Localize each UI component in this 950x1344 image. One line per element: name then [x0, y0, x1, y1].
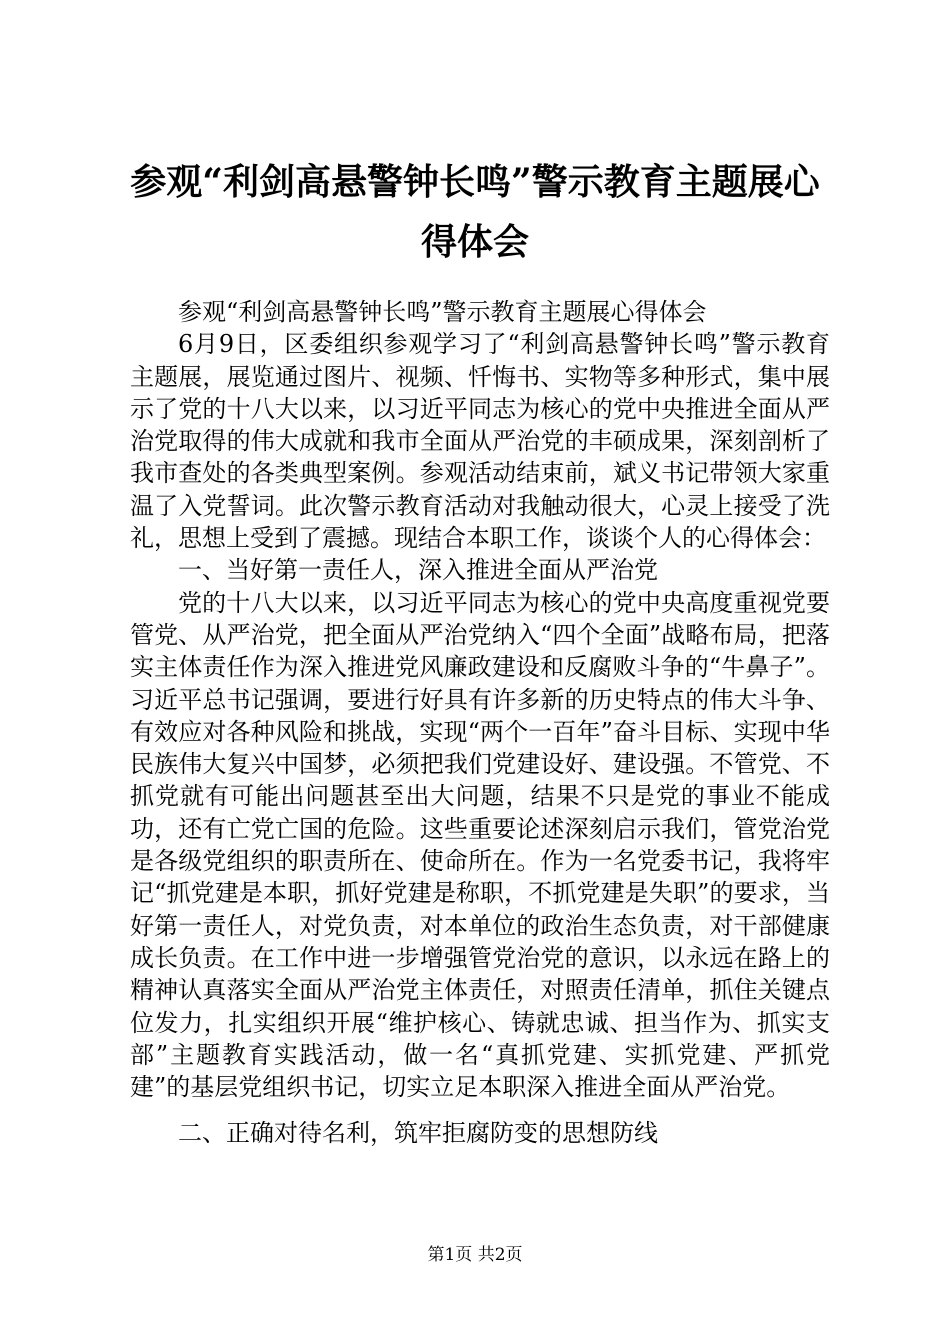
paragraph-heading: 参观“利剑高悬警钟长鸣”警示教育主题展心得体会 — [178, 298, 707, 326]
document-title-line-1: 参观“利剑高悬警钟长鸣”警示教育主题展心 — [130, 161, 820, 203]
document-body — [130, 296, 830, 1150]
paragraph-section-1: 党的十八大以来，以习近平同志为核心的党中央高度重视党要管党、从严治党，把全面从严治党纳入“四个全面”战略布局，把落实主体责任作为深入推进党风廉政建设和反腐败斗争的“牛鼻子”。习近平总书记强调，要进行好具有许多新的历史特点的伟大斗争、有效应对各种风险和挑战，实现“两个一百年”奋斗目标、实现中华民族伟大复兴中国梦，必须把我们党建设好、建设强。不管党、不抓党就有可能出问题甚至出大问题，结果不只是党的事业不能成功，还有亡党亡国的危险。这些重要论述深刻启示我们，管党治党是各级党组织的职责所在、使命所在。作为一名党委书记，我将牢记“抓党建是本职，抓好党建是称职，不抓党建是失职”的要求，当好第一责任人，对党负责，对本单位的政治生态负责，对干部健康成长负责。在工作中进一步增强管党治党的意识，以永远在路上的精神认真落实全面从严治党主体责任，对照责任清单，抓住关键点位发力，扎实组织开展“维护核心、铸就忠诚、担当作为、抓实支部”主题教育实践活动，做一名“真抓党建、实抓党建、严抓党建”的基层党组织书记，切实立足本职深入推进全面从严治党。 — [130, 588, 830, 1102]
section-heading-1: 一、当好第一责任人，深入推进全面从严治党 — [178, 556, 658, 585]
page-footer: 第1页 共2页 — [427, 1245, 523, 1265]
document-title-line-2: 得体会 — [420, 221, 529, 263]
section-heading-2: 二、正确对待名利，筑牢拒腐防变的思想防线 — [178, 1119, 658, 1148]
paragraph-intro: 6月9日，区委组织参观学习了“利剑高悬警钟长鸣”警示教育主题展，展览通过图片、视频、忏悔书、实物等多种形式，集中展示了党的十八大以来，以习近平同志为核心的党中央推进全面从严治党取得的伟大成就和我市全面从严治党的丰硕成果，深刻剖析了我市查处的各类典型案例。参观活动结束前，斌义书记带领大家重温了入党誓词。此次警示教育活动对我触动很大，心灵上接受了洗礼，思想上受到了震撼。现结合本职工作，谈谈个人的心得体会： — [130, 330, 830, 553]
